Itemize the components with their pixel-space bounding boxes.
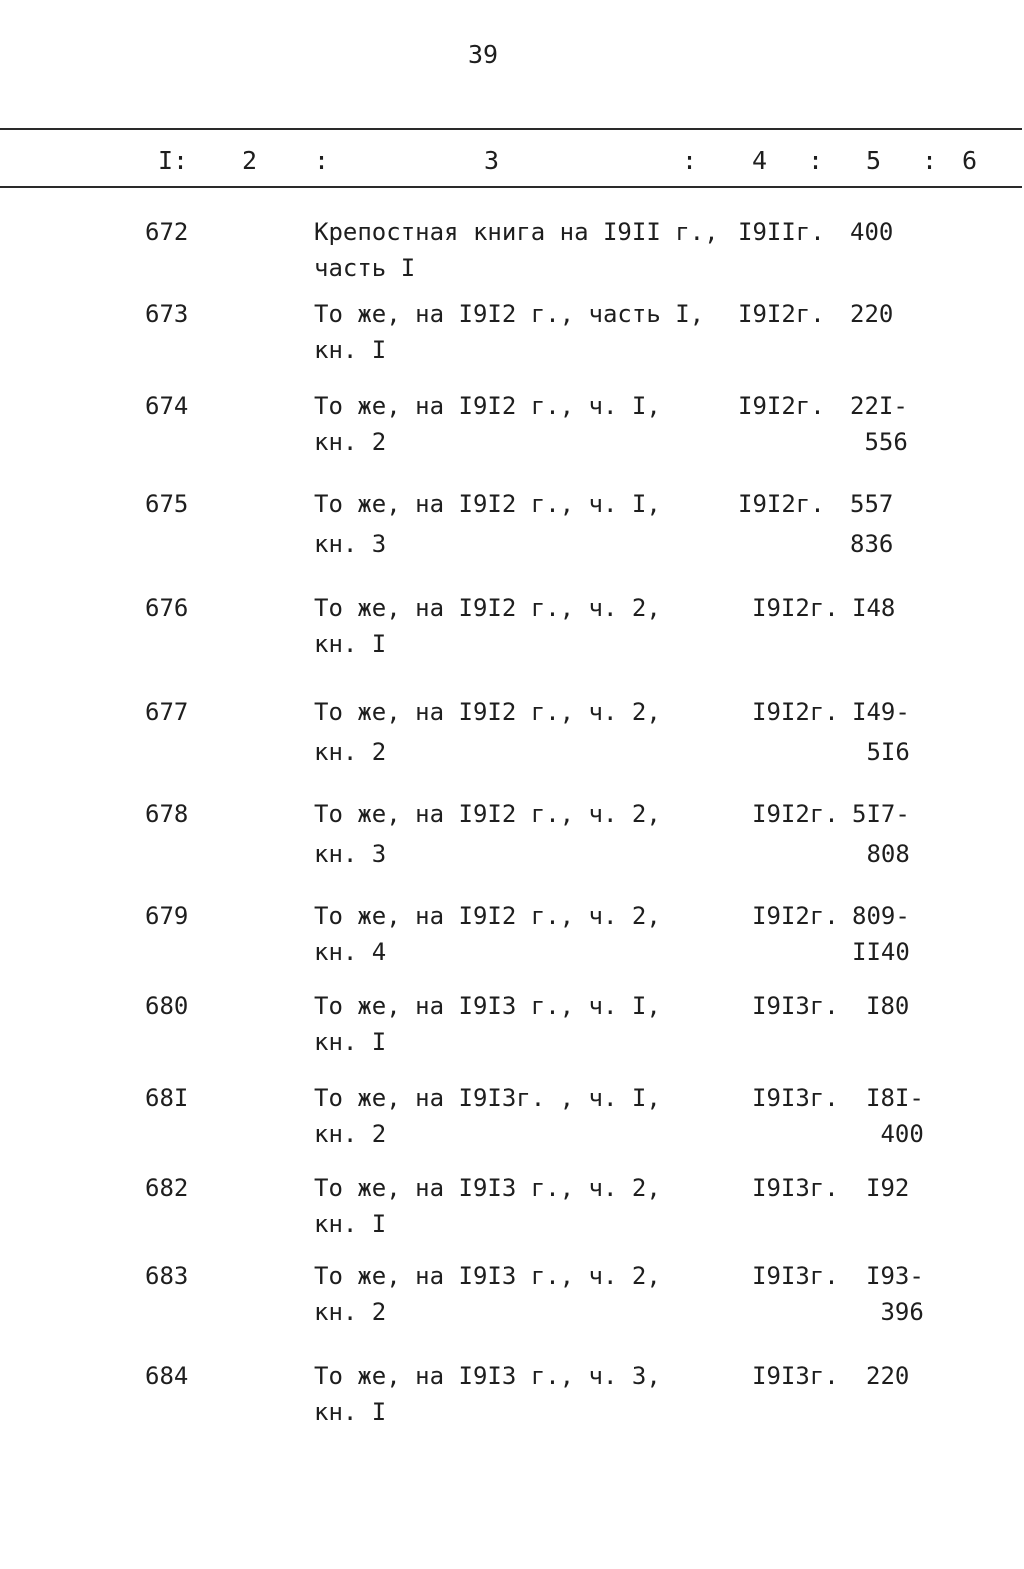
record-pages bbox=[866, 1080, 924, 1152]
record-title-line: кн. I bbox=[314, 1398, 387, 1426]
record-date: I9I3г. bbox=[752, 1174, 839, 1202]
record-title-line: То же, на I9I2 г., ч. 2, bbox=[314, 800, 661, 828]
record-title-line: То же, на I9I3 г., ч. 3, bbox=[314, 1362, 661, 1390]
record-title bbox=[314, 794, 661, 874]
record-title bbox=[314, 692, 661, 772]
header-col-6: 6 bbox=[962, 146, 978, 175]
record-pages-line: 836 bbox=[850, 530, 894, 558]
record-pages-line: 556 bbox=[864, 428, 908, 456]
header-col-5: 5 bbox=[866, 146, 882, 175]
header-separator-3: : bbox=[808, 146, 824, 175]
header-col-4: 4 bbox=[752, 146, 768, 175]
record-title-line: То же, на I9I2 г., ч. I, bbox=[314, 490, 661, 518]
page-number: 39 bbox=[468, 40, 499, 69]
record-number: 673 bbox=[145, 300, 189, 328]
record-pages bbox=[852, 794, 910, 874]
record-number: 684 bbox=[145, 1362, 189, 1390]
record-title-line: То же, на I9I3 г., ч. 2, bbox=[314, 1262, 661, 1290]
header-separator-2: : bbox=[682, 146, 698, 175]
record-pages-line: 5I6 bbox=[866, 738, 910, 766]
record-title bbox=[314, 484, 661, 564]
record-title-line: кн. 2 bbox=[314, 738, 387, 766]
record-pages-line: I80 bbox=[866, 992, 910, 1020]
record-date: I9I3г. bbox=[752, 992, 839, 1020]
record-title bbox=[314, 388, 661, 460]
record-date: I9I3г. bbox=[752, 1084, 839, 1112]
record-title bbox=[314, 1080, 661, 1152]
record-pages-line: 220 bbox=[850, 300, 894, 328]
record-number: 679 bbox=[145, 902, 189, 930]
header-separator-1: : bbox=[314, 146, 330, 175]
record-pages bbox=[850, 484, 893, 564]
record-pages-line: I49- bbox=[852, 698, 910, 726]
header-col-2: 2 bbox=[242, 146, 258, 175]
record-title-line: кн. I bbox=[314, 1028, 387, 1056]
record-title bbox=[314, 1258, 661, 1330]
record-title bbox=[314, 898, 661, 970]
record-pages bbox=[852, 692, 910, 772]
record-title-line: То же, на I9I2 г., часть I, bbox=[314, 300, 705, 328]
header-bottom-rule bbox=[0, 186, 1022, 188]
record-title bbox=[314, 988, 661, 1060]
record-title-line: кн. 2 bbox=[314, 1298, 387, 1326]
record-pages-line: I48 bbox=[852, 594, 896, 622]
record-pages bbox=[866, 1170, 909, 1206]
record-pages-line: 400 bbox=[880, 1120, 924, 1148]
record-title-line: То же, на I9I3г. , ч. I, bbox=[314, 1084, 661, 1112]
record-date: I9I3г. bbox=[752, 1262, 839, 1290]
record-pages bbox=[866, 988, 909, 1024]
record-pages-line: 220 bbox=[866, 1362, 910, 1390]
record-pages-line: I92 bbox=[866, 1174, 910, 1202]
record-title-line: То же, на I9I2 г., ч. 2, bbox=[314, 594, 661, 622]
record-pages bbox=[866, 1358, 909, 1394]
record-date: I9I2г. bbox=[738, 392, 825, 420]
record-pages-line: 396 bbox=[880, 1298, 924, 1326]
header-col-1: I: bbox=[158, 146, 189, 175]
record-number: 683 bbox=[145, 1262, 189, 1290]
record-pages bbox=[838, 898, 910, 970]
record-number: 675 bbox=[145, 490, 189, 518]
record-title-line: Крепостная книга на I9II г., bbox=[314, 218, 719, 246]
record-title-line: То же, на I9I2 г., ч. 2, bbox=[314, 902, 661, 930]
record-title-line: кн. 3 bbox=[314, 840, 387, 868]
record-title bbox=[314, 214, 719, 286]
record-date: I9I2г. bbox=[738, 490, 825, 518]
record-title-line: кн. 2 bbox=[314, 428, 387, 456]
header-col-3: 3 bbox=[484, 146, 500, 175]
record-title bbox=[314, 1170, 661, 1242]
record-title bbox=[314, 590, 661, 662]
record-title-line: кн. I bbox=[314, 336, 387, 364]
record-number: 680 bbox=[145, 992, 189, 1020]
record-date: I9IIг. bbox=[738, 218, 825, 246]
record-title-line: кн. I bbox=[314, 630, 387, 658]
record-pages bbox=[852, 590, 895, 626]
record-number: 672 bbox=[145, 218, 189, 246]
record-title bbox=[314, 296, 704, 368]
record-title-line: кн. 2 bbox=[314, 1120, 387, 1148]
record-number: 68I bbox=[145, 1084, 189, 1112]
header-separator-4: : bbox=[922, 146, 938, 175]
record-number: 678 bbox=[145, 800, 189, 828]
record-pages-line: 809- bbox=[852, 902, 910, 930]
record-title bbox=[314, 1358, 661, 1430]
record-pages-line: II40 bbox=[852, 938, 910, 966]
record-date: I9I2г. bbox=[738, 300, 825, 328]
record-number: 674 bbox=[145, 392, 189, 420]
record-pages bbox=[850, 296, 893, 332]
record-title-line: кн. I bbox=[314, 1210, 387, 1238]
record-pages-line: 22I- bbox=[850, 392, 908, 420]
record-title-line: То же, на I9I3 г., ч. I, bbox=[314, 992, 661, 1020]
record-title-line: кн. 4 bbox=[314, 938, 387, 966]
record-date: I9I3г. bbox=[752, 1362, 839, 1390]
record-date: I9I2г. bbox=[752, 594, 839, 622]
record-pages-line: 400 bbox=[850, 218, 894, 246]
record-pages-line: I8I- bbox=[866, 1084, 924, 1112]
record-pages-line: 808 bbox=[866, 840, 910, 868]
record-pages-line: 557 bbox=[850, 490, 894, 518]
record-date: I9I2г. bbox=[752, 800, 839, 828]
record-title-line: То же, на I9I2 г., ч. 2, bbox=[314, 698, 661, 726]
record-pages bbox=[850, 388, 908, 460]
header-top-rule bbox=[0, 128, 1022, 130]
record-pages bbox=[866, 1258, 924, 1330]
record-title-line: То же, на I9I2 г., ч. I, bbox=[314, 392, 661, 420]
record-number: 677 bbox=[145, 698, 189, 726]
record-title-line: часть I bbox=[314, 254, 416, 282]
record-date: I9I2г. bbox=[752, 698, 839, 726]
record-pages-line: I93- bbox=[866, 1262, 924, 1290]
record-title-line: кн. 3 bbox=[314, 530, 387, 558]
record-title-line: То же, на I9I3 г., ч. 2, bbox=[314, 1174, 661, 1202]
record-date: I9I2г. bbox=[752, 902, 839, 930]
record-pages bbox=[850, 214, 893, 250]
record-pages-line: 5I7- bbox=[852, 800, 910, 828]
record-number: 682 bbox=[145, 1174, 189, 1202]
record-number: 676 bbox=[145, 594, 189, 622]
